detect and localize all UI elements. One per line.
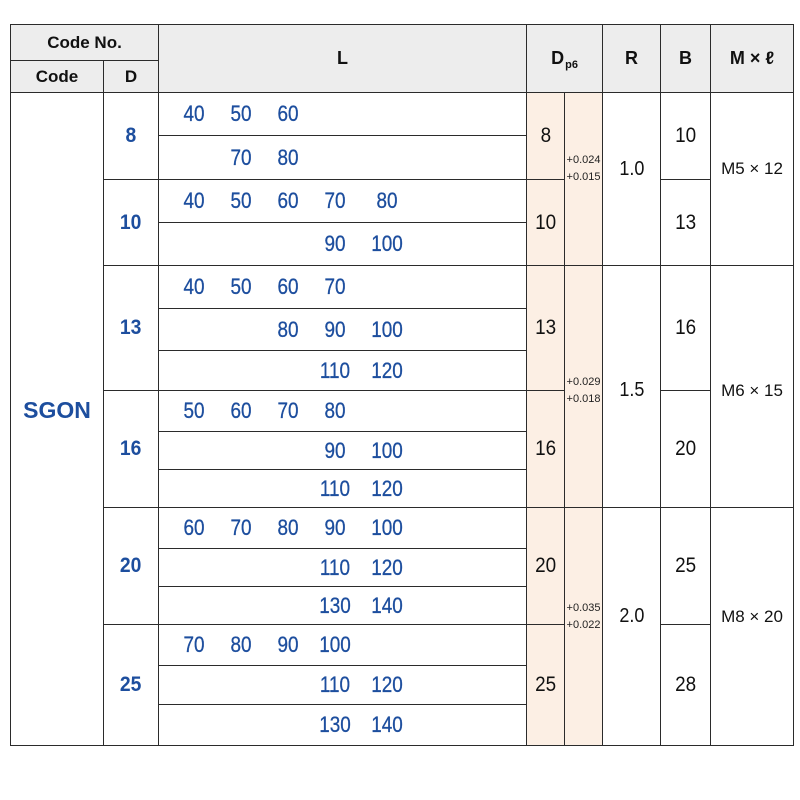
l-value: 100	[371, 231, 403, 256]
table-row	[11, 625, 794, 666]
r-cell	[603, 93, 661, 266]
header-b: B	[661, 25, 711, 93]
l-value: 70	[230, 144, 252, 170]
l-cell	[159, 666, 527, 705]
header-r: R	[603, 25, 661, 93]
header-d: D	[104, 61, 159, 93]
dp6-cell	[527, 180, 565, 266]
table-row	[11, 93, 794, 136]
l-value: 120	[371, 672, 403, 697]
dp6-cell	[527, 266, 565, 391]
dp6-value: 13	[534, 316, 557, 339]
dp6-cell	[527, 625, 565, 746]
l-values	[159, 515, 526, 541]
b-value: 28	[674, 673, 697, 696]
table-row	[11, 266, 794, 309]
l-value: 80	[277, 515, 299, 540]
d-cell	[104, 180, 159, 266]
l-value: 80	[376, 188, 398, 213]
r-value: 1.5	[619, 379, 645, 401]
l-cell	[159, 93, 527, 136]
l-cell	[159, 180, 527, 223]
l-value: 90	[324, 437, 346, 463]
l-value: 100	[371, 515, 403, 540]
l-values	[159, 101, 526, 127]
l-values	[159, 145, 526, 171]
m-l-cell	[711, 508, 794, 746]
tolerance-upper: +0.035	[566, 601, 601, 614]
l-cell	[159, 266, 527, 309]
header-code-no: Code No.	[11, 25, 159, 61]
l-values	[159, 358, 526, 384]
l-value: 50	[183, 398, 205, 423]
tolerance-lower: +0.022	[566, 618, 601, 631]
tolerance-lower: +0.015	[566, 171, 601, 183]
dp6-cell	[527, 391, 565, 508]
b-value: 16	[674, 316, 697, 339]
l-value: 110	[319, 554, 351, 580]
l-values	[159, 712, 526, 738]
l-value: 50	[230, 101, 252, 126]
d-value: 8	[125, 124, 137, 147]
l-values	[159, 438, 526, 464]
l-value: 70	[230, 515, 252, 540]
l-values	[159, 555, 526, 581]
l-cell	[159, 625, 527, 666]
spec-table	[10, 24, 794, 746]
code-value: SGON	[23, 397, 91, 423]
l-value: 130	[319, 592, 351, 618]
l-value: 70	[183, 632, 205, 657]
l-value: 40	[183, 274, 205, 299]
l-value: 80	[277, 316, 299, 342]
l-cell	[159, 470, 527, 508]
b-value: 25	[674, 554, 697, 577]
l-values	[159, 398, 526, 424]
tolerance-cell	[565, 508, 603, 746]
l-value: 90	[324, 515, 346, 540]
table-row	[11, 180, 794, 223]
table-row	[11, 508, 794, 549]
table-header	[11, 25, 794, 93]
d-cell	[104, 93, 159, 180]
l-value: 100	[319, 632, 351, 657]
l-value: 90	[324, 231, 346, 256]
d-value: 10	[120, 210, 142, 234]
d-value: 13	[120, 316, 142, 339]
l-values	[159, 672, 526, 698]
l-value: 120	[371, 357, 403, 383]
dp6-value: 20	[534, 554, 557, 577]
tolerance-cell	[565, 266, 603, 508]
l-values	[159, 188, 526, 214]
r-value: 1.0	[619, 157, 645, 180]
l-value: 60	[277, 188, 299, 213]
b-cell	[661, 266, 711, 391]
b-cell	[661, 93, 711, 180]
header-row	[11, 25, 794, 61]
header-m-l: M × ℓ	[711, 25, 794, 93]
dp6-value: 25	[534, 673, 557, 696]
d-value: 20	[120, 554, 142, 577]
d-value: 16	[120, 437, 142, 460]
l-value: 130	[319, 712, 351, 737]
l-value: 80	[324, 398, 346, 423]
m-l-value: M5 × 12	[721, 159, 783, 178]
l-cell	[159, 391, 527, 432]
b-cell	[661, 391, 711, 508]
l-value: 60	[277, 101, 299, 126]
l-values	[159, 593, 526, 619]
header-l: L	[159, 25, 527, 93]
b-cell	[661, 508, 711, 625]
l-value: 50	[230, 274, 252, 299]
b-value: 13	[674, 210, 697, 234]
l-value: 90	[324, 316, 346, 342]
l-value: 40	[183, 101, 205, 126]
l-value: 80	[230, 632, 252, 657]
l-values	[159, 231, 526, 257]
table-body	[11, 93, 794, 746]
l-value: 50	[230, 188, 252, 213]
l-value: 70	[277, 398, 299, 423]
l-value: 110	[319, 672, 351, 697]
l-value: 120	[371, 554, 403, 580]
tolerance-upper: +0.024	[566, 154, 601, 166]
l-cell	[159, 309, 527, 351]
l-values	[159, 317, 526, 343]
l-value: 120	[371, 475, 403, 501]
l-value: 60	[183, 515, 205, 540]
l-value: 40	[183, 188, 205, 213]
m-l-value: M8 × 20	[721, 606, 783, 626]
l-value: 70	[324, 274, 346, 299]
l-cell	[159, 136, 527, 180]
l-value: 110	[319, 357, 351, 383]
table-row	[11, 391, 794, 432]
l-cell	[159, 351, 527, 391]
l-value: 60	[277, 274, 299, 299]
l-value: 140	[371, 712, 403, 737]
tolerance-lower: +0.018	[566, 392, 601, 405]
dp6-cell	[527, 508, 565, 625]
l-value: 90	[277, 632, 299, 657]
l-cell	[159, 432, 527, 470]
b-cell	[661, 180, 711, 266]
l-value: 110	[319, 475, 351, 501]
l-value: 70	[324, 188, 346, 213]
d-value: 25	[120, 673, 142, 696]
b-cell	[661, 625, 711, 746]
l-cell	[159, 587, 527, 625]
l-cell	[159, 223, 527, 266]
r-cell	[603, 266, 661, 508]
header-dp6	[527, 25, 603, 93]
l-value: 80	[277, 144, 299, 170]
dp6-value: 16	[534, 437, 557, 460]
m-l-value: M6 × 15	[721, 380, 783, 400]
l-cell	[159, 508, 527, 549]
dp6-value: 8	[540, 124, 551, 147]
dp6-value: 10	[534, 210, 557, 234]
d-cell	[104, 625, 159, 746]
b-value: 20	[674, 437, 697, 460]
b-value: 10	[674, 124, 697, 147]
l-value: 100	[371, 316, 403, 342]
l-value: 140	[371, 592, 403, 618]
header-dp6-main: D	[551, 48, 565, 68]
tolerance-cell	[565, 93, 603, 266]
tolerance-upper: +0.029	[566, 375, 601, 388]
r-value: 2.0	[619, 605, 645, 627]
m-l-cell	[711, 93, 794, 266]
l-value: 100	[371, 437, 403, 463]
r-cell	[603, 508, 661, 746]
l-value: 60	[230, 398, 252, 423]
d-cell	[104, 391, 159, 508]
l-values	[159, 632, 526, 658]
m-l-cell	[711, 266, 794, 508]
dp6-cell	[527, 93, 565, 180]
code-cell	[11, 93, 104, 746]
l-cell	[159, 549, 527, 587]
header-code: Code	[11, 61, 104, 93]
l-values	[159, 274, 526, 300]
l-values	[159, 476, 526, 502]
header-dp6-sub: p6	[565, 59, 578, 71]
d-cell	[104, 266, 159, 391]
d-cell	[104, 508, 159, 625]
l-cell	[159, 705, 527, 746]
